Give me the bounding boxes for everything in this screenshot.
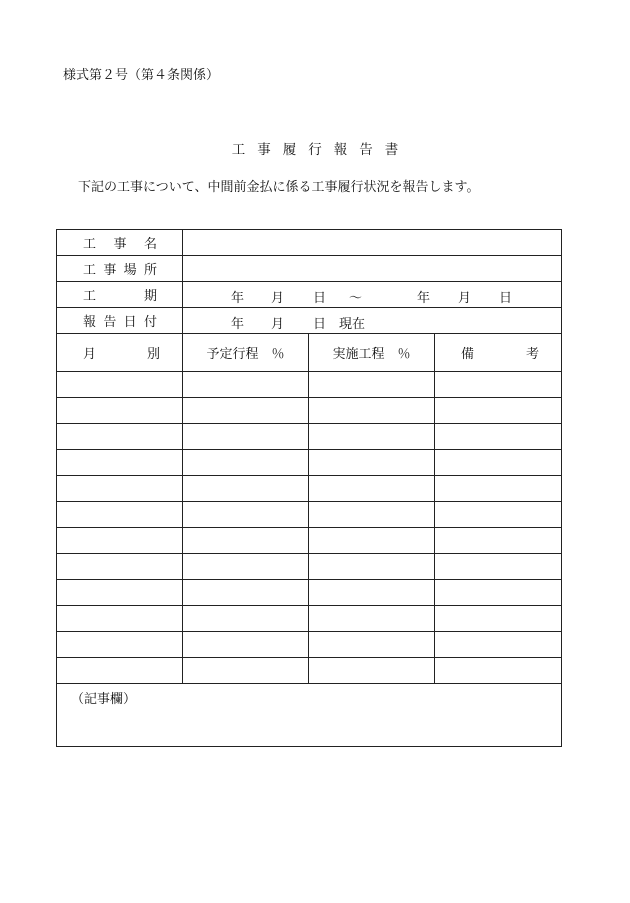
month-cell[interactable] <box>57 632 183 658</box>
intro-text: 下記の工事について、中間前金払に係る工事履行状況を報告します。 <box>78 180 480 195</box>
actual-cell[interactable] <box>309 450 435 476</box>
planned-cell[interactable] <box>183 606 309 632</box>
month-cell[interactable] <box>57 528 183 554</box>
table-row <box>57 580 562 606</box>
column-header-row <box>57 334 562 372</box>
planned-cell[interactable] <box>183 450 309 476</box>
month-cell[interactable] <box>57 424 183 450</box>
title-char: 履 <box>282 142 297 158</box>
month-cell[interactable] <box>57 476 183 502</box>
report-month-unit: 月 <box>271 317 285 332</box>
planned-cell[interactable] <box>183 554 309 580</box>
report-year-unit: 年 <box>231 317 245 332</box>
column-header-remarks: 備 考 <box>435 334 562 372</box>
remarks-cell[interactable] <box>435 606 562 632</box>
actual-cell[interactable] <box>309 424 435 450</box>
remarks-cell[interactable] <box>435 424 562 450</box>
actual-cell[interactable] <box>309 528 435 554</box>
project-name-label: 工 事 名 <box>57 230 183 256</box>
period-month-unit: 月 <box>271 291 285 306</box>
report-date-label: 報 告 日 付 <box>57 308 183 334</box>
remarks-cell[interactable] <box>435 372 562 398</box>
report-date-suffix: 現在 <box>339 317 366 332</box>
column-header-planned: 予定行程 ％ <box>183 334 309 372</box>
month-cell[interactable] <box>57 606 183 632</box>
title-char: 行 <box>308 142 322 158</box>
period-field[interactable] <box>183 282 562 308</box>
month-cell[interactable] <box>57 450 183 476</box>
remarks-cell[interactable] <box>435 450 562 476</box>
table-row <box>57 372 562 398</box>
table-row <box>57 424 562 450</box>
table-row <box>57 450 562 476</box>
period-tilde: 〜 <box>349 291 363 306</box>
table-row <box>57 502 562 528</box>
title-char: 告 <box>359 142 373 158</box>
actual-cell[interactable] <box>309 632 435 658</box>
table-row <box>57 632 562 658</box>
actual-cell[interactable] <box>309 502 435 528</box>
table-row <box>57 476 562 502</box>
report-table <box>56 229 562 747</box>
document-title <box>0 138 630 158</box>
remarks-cell[interactable] <box>435 398 562 424</box>
period-day-unit: 日 <box>313 291 327 306</box>
notes-label: （記事欄） <box>71 692 137 707</box>
remarks-cell[interactable] <box>435 658 562 684</box>
actual-cell[interactable] <box>309 372 435 398</box>
planned-cell[interactable] <box>183 658 309 684</box>
report-day-unit: 日 <box>313 317 327 332</box>
notes-field[interactable] <box>57 684 562 747</box>
row-report-date <box>57 308 562 334</box>
month-cell[interactable] <box>57 554 183 580</box>
planned-cell[interactable] <box>183 372 309 398</box>
planned-cell[interactable] <box>183 632 309 658</box>
form-number: 様式第２号（第４条関係） <box>63 68 220 83</box>
month-cell[interactable] <box>57 502 183 528</box>
row-project-name <box>57 230 562 256</box>
table-row <box>57 658 562 684</box>
actual-cell[interactable] <box>309 658 435 684</box>
remarks-cell[interactable] <box>435 502 562 528</box>
project-name-field[interactable] <box>183 230 562 256</box>
table-row <box>57 554 562 580</box>
notes-row <box>57 684 562 747</box>
column-header-month: 月 別 <box>57 334 183 372</box>
actual-cell[interactable] <box>309 606 435 632</box>
actual-cell[interactable] <box>309 476 435 502</box>
planned-cell[interactable] <box>183 398 309 424</box>
table-row <box>57 398 562 424</box>
month-cell[interactable] <box>57 580 183 606</box>
period-day2-unit: 日 <box>499 291 513 306</box>
actual-cell[interactable] <box>309 554 435 580</box>
planned-cell[interactable] <box>183 476 309 502</box>
remarks-cell[interactable] <box>435 528 562 554</box>
planned-cell[interactable] <box>183 580 309 606</box>
period-year-unit: 年 <box>231 291 245 306</box>
report-date-field[interactable] <box>183 308 562 334</box>
remarks-cell[interactable] <box>435 632 562 658</box>
title-char: 事 <box>257 142 271 158</box>
planned-cell[interactable] <box>183 528 309 554</box>
period-label: 工 期 <box>57 282 183 308</box>
period-month2-unit: 月 <box>458 291 472 306</box>
period-year2-unit: 年 <box>417 291 431 306</box>
month-cell[interactable] <box>57 658 183 684</box>
site-label: 工 事 場 所 <box>57 256 183 282</box>
site-field[interactable] <box>183 256 562 282</box>
remarks-cell[interactable] <box>435 554 562 580</box>
title-char: 書 <box>384 142 399 158</box>
column-header-actual: 実施工程 ％ <box>309 334 435 372</box>
remarks-cell[interactable] <box>435 476 562 502</box>
planned-cell[interactable] <box>183 502 309 528</box>
month-cell[interactable] <box>57 372 183 398</box>
planned-cell[interactable] <box>183 424 309 450</box>
actual-cell[interactable] <box>309 580 435 606</box>
remarks-cell[interactable] <box>435 580 562 606</box>
title-char: 工 <box>231 142 246 158</box>
table-row <box>57 528 562 554</box>
title-char: 報 <box>333 142 348 158</box>
row-site <box>57 256 562 282</box>
actual-cell[interactable] <box>309 398 435 424</box>
row-period <box>57 282 562 308</box>
month-cell[interactable] <box>57 398 183 424</box>
table-row <box>57 606 562 632</box>
